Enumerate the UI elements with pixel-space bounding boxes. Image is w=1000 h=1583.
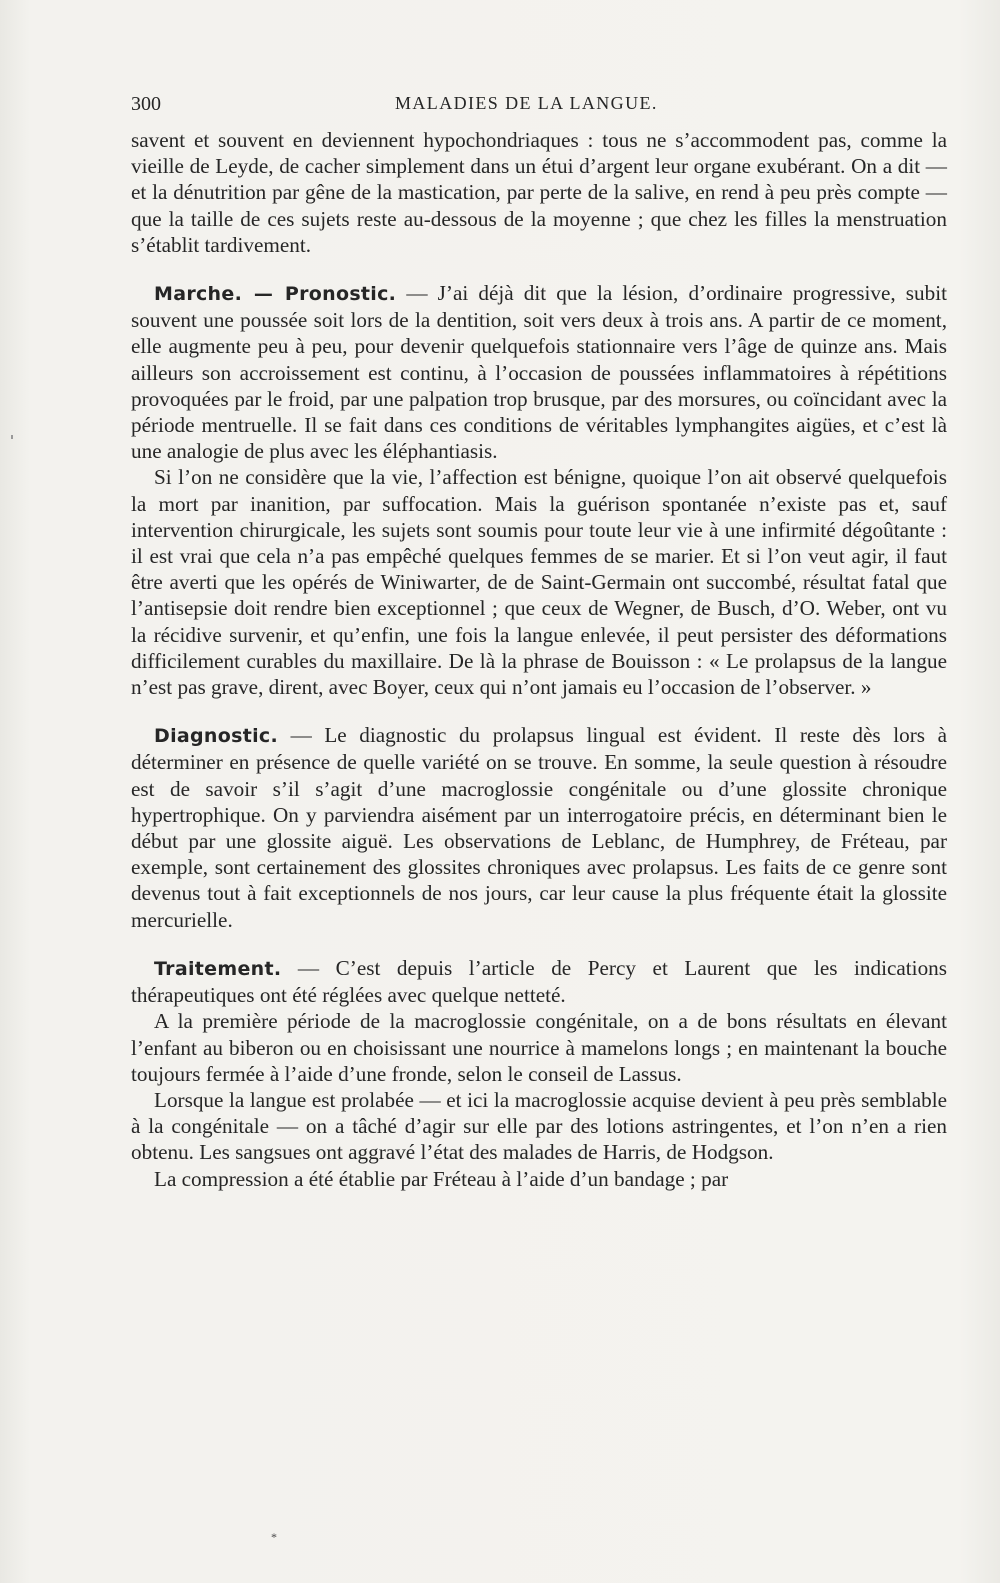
margin-speck: [11, 435, 13, 439]
heading-separator: —: [242, 283, 285, 306]
paragraph-diagnostic-text: — Le diagnostic du prolapsus lingual est évident. Il reste dès lors à déterminer en présence de quelle variété on se trouve. En somme, la seule question à résoudre est de savoir s’il s’agit d’une macroglossie congénitale ou d’une glossite chronique hypertrophique. On y parviendra aisément par un interrogatoire précis, en déterminant bien le début par une glossite aiguë. Les observations de Leblanc, de Humphrey, de Fréteau, par exemple, sont certainement des glossites chroniques avec prolapsus. Les faits de ce genre sont devenus tout à fait exceptionnels de nos jours, car leur cause la plus fréquente était la glossite mercurielle.: [131, 723, 947, 932]
paragraph-traitement: [131, 955, 947, 1008]
page-number: 300: [131, 93, 161, 115]
running-title: MALADIES DE LA LANGUE.: [395, 93, 658, 113]
section-heading-marche: Marche.: [154, 283, 243, 306]
paragraph-marche: [131, 280, 947, 464]
paragraph-langue-prolabee: Lorsque la langue est prolabée — et ici la macroglossie acquise devient à peu près semblable à la congénitale — on a tâché d’agir sur elle par des lotions astringentes, et l’on n’en a rien obtenu. Les sangsues ont aggravé l’état des malades de Harris, de Hodgson.: [131, 1087, 947, 1165]
paragraph-marche-text: — J’ai déjà dit que la lésion, d’ordinaire progressive, subit souvent une poussée soit lors de la dentition, soit vers deux à trois ans. A partir de ce moment, elle augmente peu à peu, pour devenir quelquefois stationnaire vers l’âge de quinze ans. Mais ailleurs son accroissement est continu, à l’occasion de poussées inflammatoires à répétitions provoquées par le froid, par une palpation trop brusque, par des morsures, ou coïncidant avec la période mentruelle. Il se fait dans ces conditions de véritables lymphangites aigües, et c’est là une analogie de plus avec les éléphantiasis.: [131, 281, 947, 464]
paragraph-intro: savent et souvent en deviennent hypochondriaques : tous ne s’accommodent pas, comme la vieille de Leyde, de cacher simplement dans un étui d’argent leur organe exubérant. On a dit — et la dénutrition par gêne de la mastication, par perte de la salive, en rend à peu près compte — que la taille de ces sujets reste au-dessous de la moyenne ; que chez les filles la menstruation s’établit tardivement.: [131, 128, 947, 257]
paragraph-traitement-text: — C’est depuis l’article de Percy et Laurent que les indications thérapeutiques ont été réglées avec quelque netteté.: [131, 955, 947, 1008]
paragraph-diagnostic: [131, 722, 947, 933]
page-header: [131, 93, 951, 119]
page-body: [131, 127, 947, 1192]
section-heading-traitement: Traitement.: [154, 957, 282, 980]
paragraph-vie: Si l’on ne considère que la vie, l’affection est bénigne, quoique l’on ait observé quelquefois la mort par inanition, par suffocation. Mais la guérison spontanée n’existe pas et, sauf intervention chirurgicale, les sujets sont soumis pour toute leur vie à une infirmité dégoûtante : il est vrai que cela n’a pas empêché quelques femmes de se marier. Et si l’on veut agir, il faut être averti que les opérés de Winiwarter, de de Saint-Germain ont succombé, résultat fatal que l’antisepsie doit rendre bien exceptionnel ; que ceux de Wegner, de Busch, d’O. Weber, ont vu la récidive survenir, et qu’enfin, une fois la langue enlevée, il peut persister des déformations difficilement curables du maxillaire. De là la phrase de Bouisson : « Le prolapsus de la langue n’est pas grave, dirent, avec Boyer, ceux qui n’ont jamais eu l’occasion de l’observer. »: [131, 465, 947, 700]
footer-mark: *: [271, 1530, 277, 1544]
paragraph-compression: La compression a été établie par Fréteau à l’aide d’un bandage ; par: [154, 1166, 729, 1191]
section-heading-diagnostic: Diagnostic.: [154, 725, 278, 748]
section-heading-pronostic: Pronostic.: [284, 283, 397, 306]
paragraph-premiere-periode: A la première période de la macroglossie congénitale, on a de bons résultats en élevant l’enfant au biberon ou en choisissant une nourrice à mamelons longs ; en maintenant la bouche toujours fermée à l’aide d’une fronde, selon le conseil de Lassus.: [131, 1009, 947, 1086]
